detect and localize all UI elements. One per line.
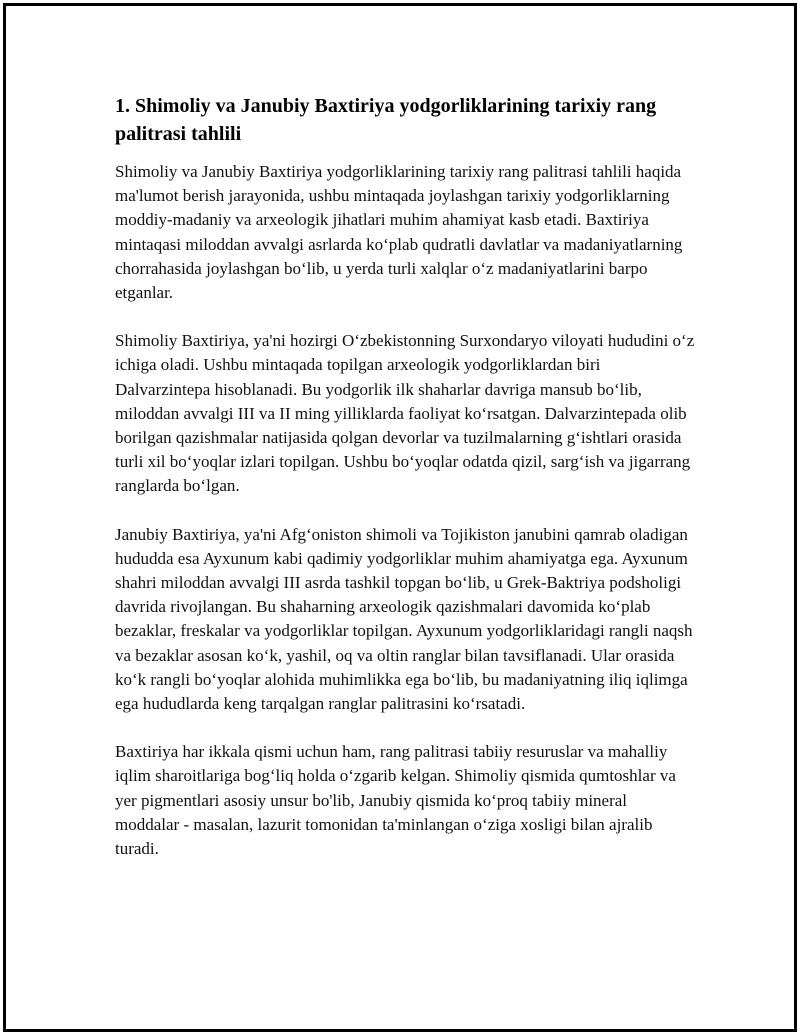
section-heading: 1. Shimoliy va Janubiy Baxtiriya yodgorliklarining tarixiy rang palitrasi tahlili [115, 95, 657, 145]
paragraph-intro: Shimoliy va Janubiy Baxtiriya yodgorliklarining tarixiy rang palitrasi tahlili haqida ma'lumot berish jarayonida, ushbu mintaqada joylashgan tarixiy yodgorliklarning moddiy-madaniy va arxeologik jihatlari muhim ahamiyat kasb etadi. Baxtiriya mintaqasi miloddan avvalgi asrlarda ko‘plab qudratli davlatlar va madaniyatlarning chorrahasida joylashgan bo‘lib, u yerda turli xalqlar o‘z madaniyatlarini barpo etganlar. [115, 162, 683, 303]
paragraph-north-bactria: Shimoliy Baxtiriya, ya'ni hozirgi O‘zbekistonning Surxondaryo viloyati hududini o‘z ichiga oladi. Ushbu mintaqada topilgan arxeologik yodgorliklardan biri Dalvarzintepa hisoblanadi. Bu yodgorlik ilk shaharlar davriga mansub bo‘lib, miloddan avvalgi III va II ming yilliklarda faoliyat ko‘rsatgan. Dalvarzintepada olib borilgan qazishmalar natijasida qolgan devorlar va tuzilmalarning g‘ishtlari orasida turli xil bo‘yoqlar izlari topilgan. Ushbu bo‘yoqlar odatda qizil, sarg‘ish va jigarrang ranglarda bo‘lgan. [115, 331, 695, 496]
paragraph-conclusion: Baxtiriya har ikkala qismi uchun ham, rang palitrasi tabiiy resuruslar va mahalliy iqlim sharoitlariga bog‘liq holda o‘zgarib kelgan. Shimoliy qismida qumtoshlar va yer pigmentlari asosiy unsur bo'lib, Janubiy qismida ko‘proq tabiiy mineral moddalar - masalan, lazurit tomonidan ta'minlangan o‘ziga xosligi bilan ajralib turadi. [115, 742, 676, 859]
document-body [115, 92, 695, 885]
paragraph-south-bactria: Janubiy Baxtiriya, ya'ni Afg‘oniston shimoli va Tojikiston janubini qamrab oladigan hududda esa Ayxunum kabi qadimiy yodgorliklar muhim ahamiyatga ega. Ayxunum shahri miloddan avvalgi III asrda tashkil topgan bo‘lib, u Grek-Baktriya podsholigi davrida rivojlangan. Bu shaharning arxeologik qazishmalari davomida ko‘plab bezaklar, freskalar va yodgorliklar topilgan. Ayxunum yodgorliklaridagi rangli naqsh va bezaklar asosan ko‘k, yashil, oq va oltin ranglar bilan tavsiflanadi. Ular orasida ko‘k rangli bo‘yoqlar alohida muhimlikka ega bo‘lib, bu madaniyatning iliq iqlimga ega hududlarda keng tarqalgan ranglar palitrasini ko‘rsatadi. [115, 524, 693, 714]
